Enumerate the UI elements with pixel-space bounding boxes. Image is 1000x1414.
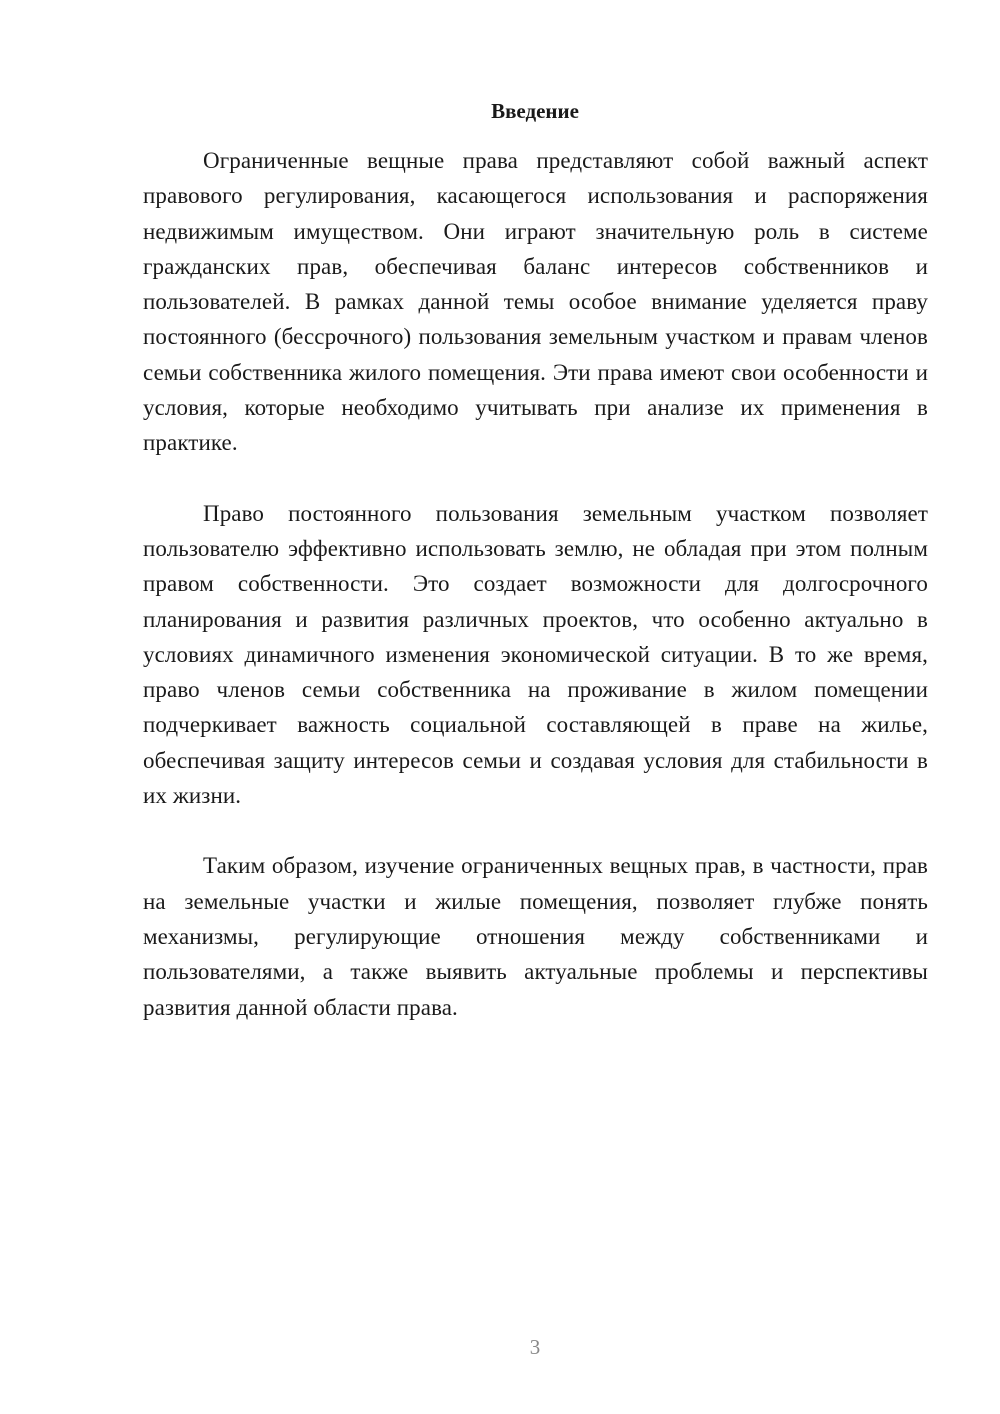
paragraph-1: Ограниченные вещные права представляют собой важный аспект правового регулирования, касающегося использования и распоряжения недвижимым имуществом. Они играют значительную роль в системе гражданских прав, обеспечивая баланс интересов собственников и пользователей. В рамках данной темы особое внимание уделяется праву постоянного (бессрочного) пользования земельным участком и правам членов семьи собственника жилого помещения. Эти права имеют свои особенности и условия, которые необходимо учитывать при анализе их применения в практике. (143, 148, 928, 456)
section-heading: Введение (491, 99, 579, 123)
paragraph-3: Таким образом, изучение ограниченных вещных прав, в частности, прав на земельные участки и жилые помещения, позволяет глубже понять механизмы, регулирующие отношения между собственниками и пользователями, а также выявить актуальные проблемы и перспективы развития данной области права. (143, 853, 928, 1020)
paragraph-2: Право постоянного пользования земельным участком позволяет пользователю эффективно использовать землю, не обладая при этом полным правом собственности. Это создает возможности для долгосрочного планирования и развития различных проектов, что особенно актуально в условиях динамичного изменения экономической ситуации. В то же время, право членов семьи собственника на проживание в жилом помещении подчеркивает важность социальной составляющей в праве на жилье, обеспечивая защиту интересов семьи и создавая условия для стабильности в их жизни. (143, 500, 928, 809)
page-number: 3 (529, 1335, 541, 1359)
body-text (143, 143, 928, 1025)
